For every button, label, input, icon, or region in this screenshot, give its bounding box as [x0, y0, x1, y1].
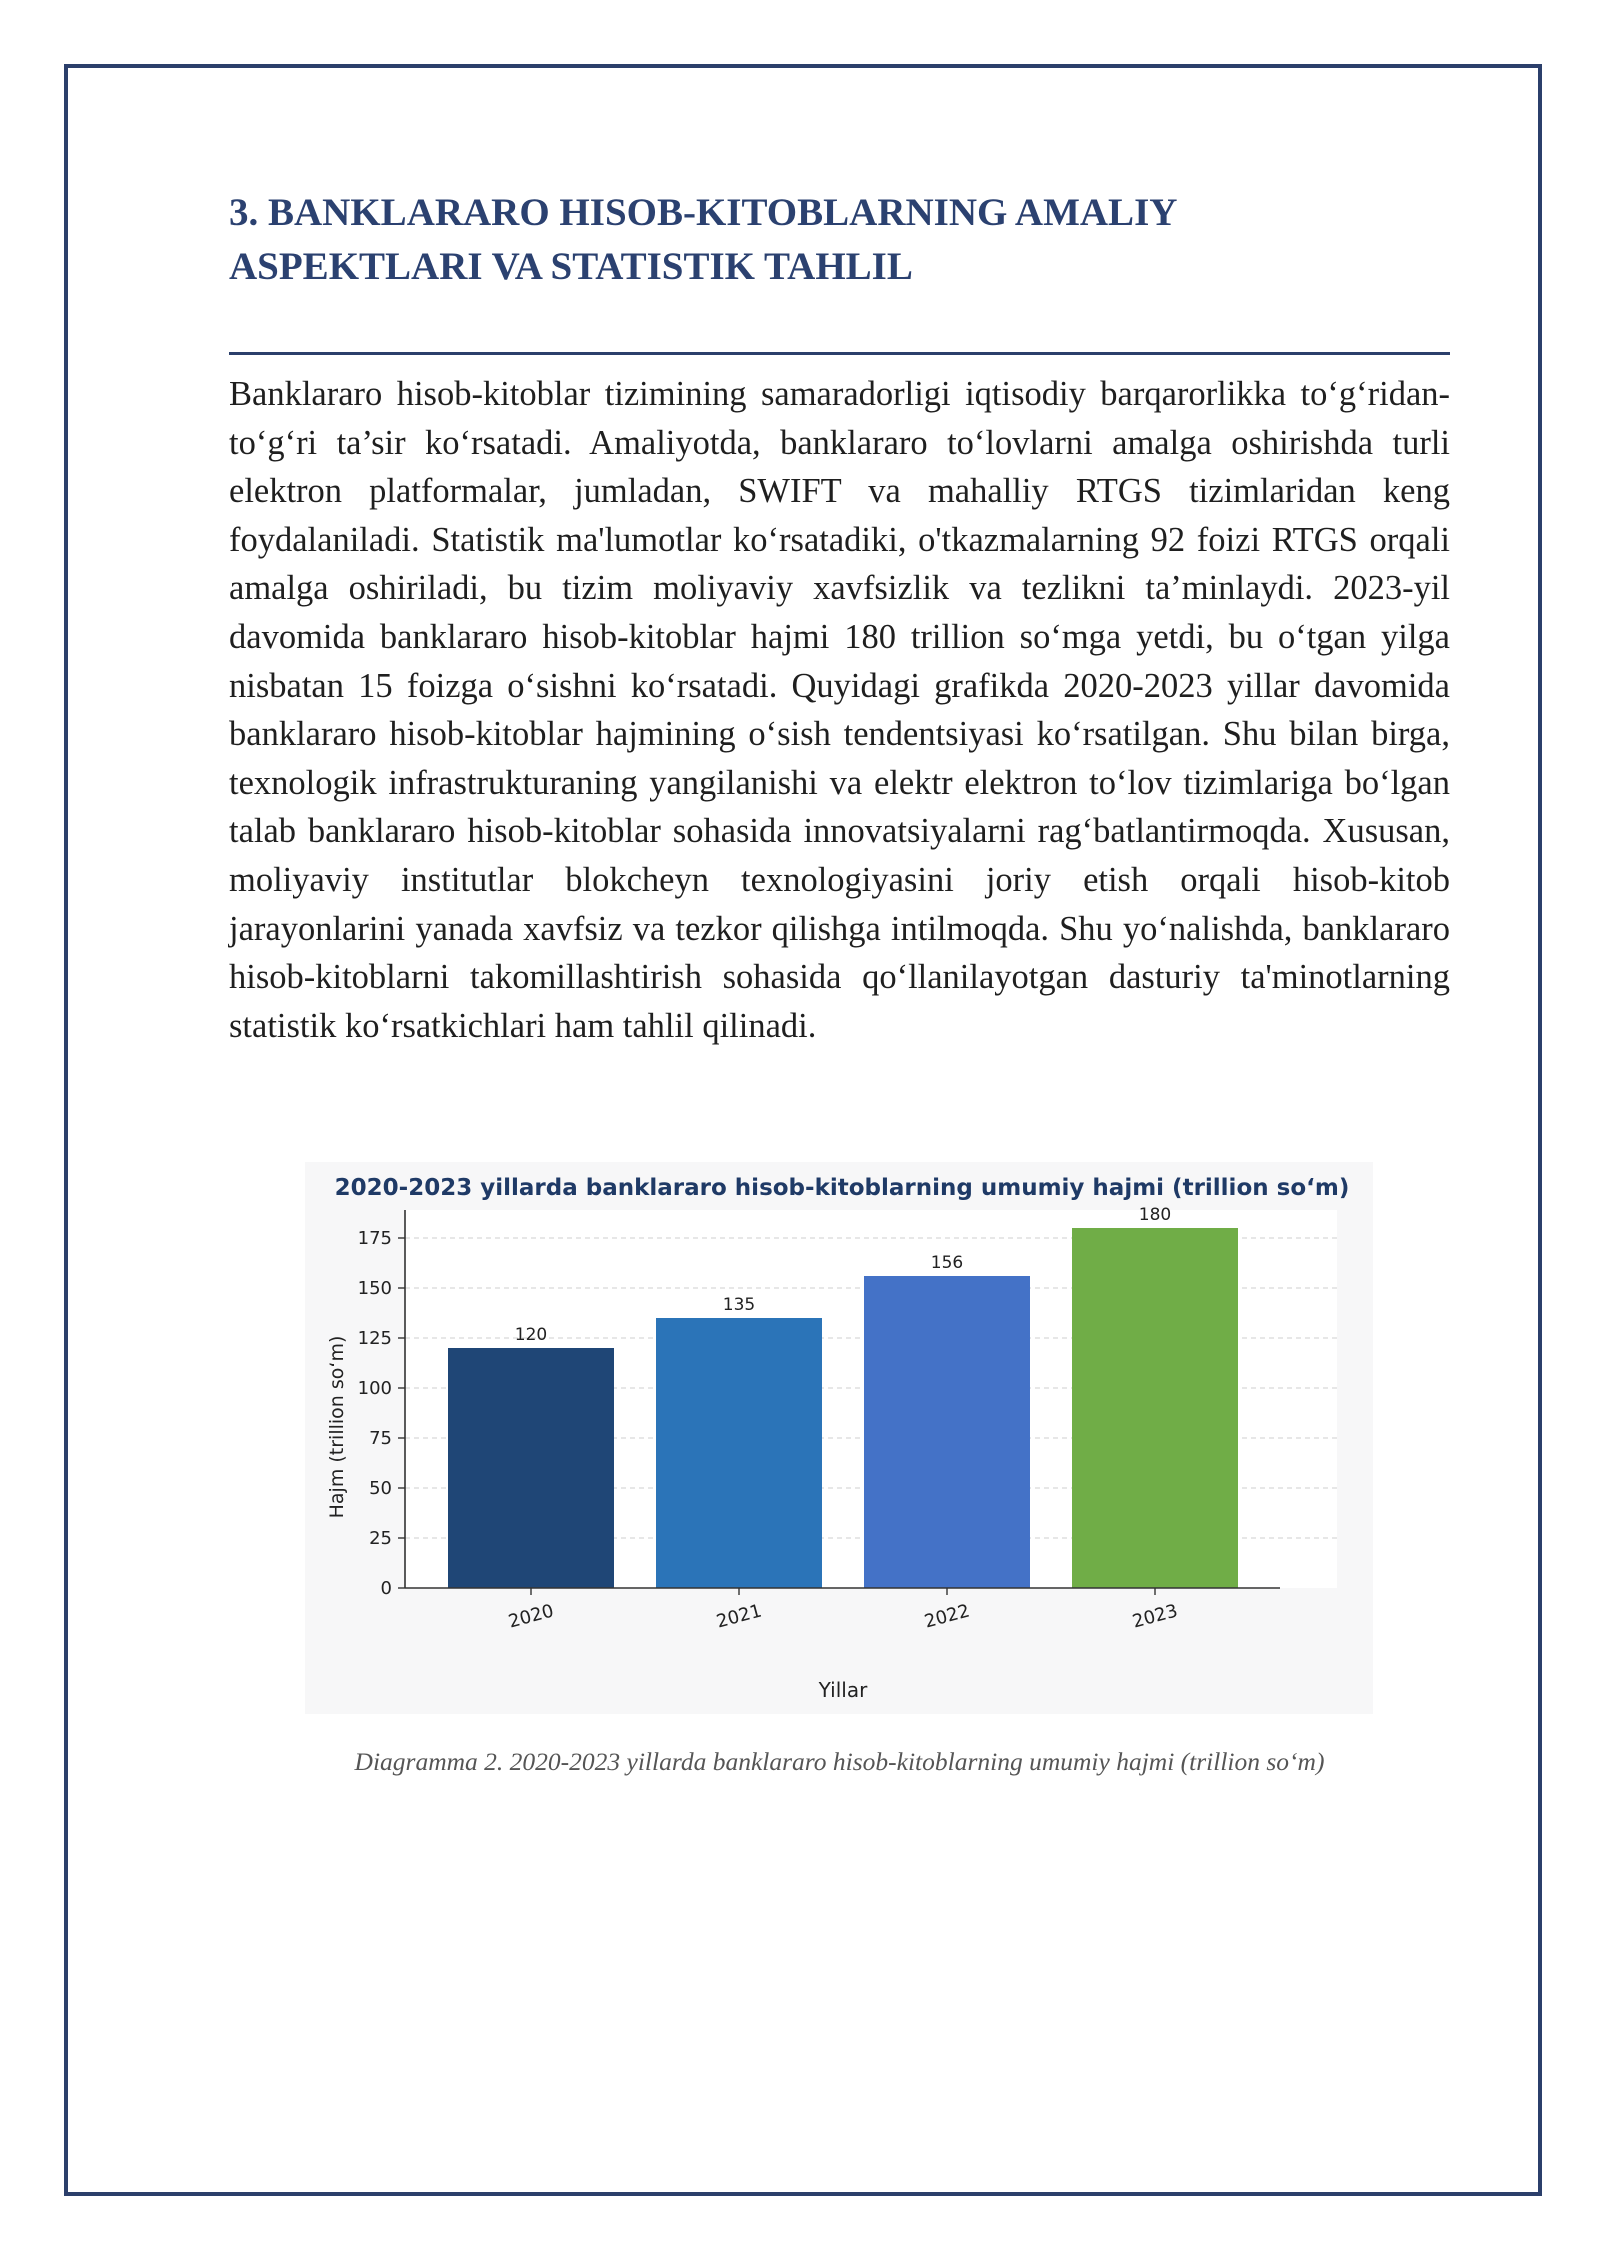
bar-chart: [305, 1162, 1373, 1714]
bar-2023: [1072, 1228, 1238, 1588]
section-heading: [229, 186, 1449, 294]
chart-title: 2020-2023 yillarda banklararo hisob-kitoblarning umumiy hajmi (trillion so‘m): [334, 1175, 1350, 1201]
body-paragraph: Banklararo hisob-kitoblar tizimining samaradorligi iqtisodiy barqarorlikka to‘g‘ridan-to‘g‘ri ta’sir ko‘rsatadi. Amaliyotda, banklararo to‘lovlarni amalga oshirishda turli elektron platformalar, jumladan, SWIFT va mahalliy RTGS tizimlaridan keng foydalaniladi. Statistik ma'lumotlar ko‘rsatadiki, o'tkazmalarning 92 foizi RTGS orqali amalga oshiriladi, bu tizim moliyaviy xavfsizlik va tezlikni ta’minlaydi. 2023-yil davomida banklararo hisob-kitoblar hajmi 180 trillion so‘mga yetdi, bu o‘tgan yilga nisbatan 15 foizga o‘sishni ko‘rsatadi. Quyidagi grafikda 2020-2023 yillar davomida banklararo hisob-kitoblar hajmining o‘sish tendentsiyasi ko‘rsatilgan. Shu bilan birga, texnologik infrastrukturaning yangilanishi va elektr elektron to‘lov tizimlariga bo‘lgan talab banklararo hisob-kitoblar sohasida innovatsiyalarni rag‘batlantirmoqda. Xususan, moliyaviy institutlar blokcheyn texnologiyasini joriy etish orqali hisob-kitob jarayonlarini yanada xavfsiz va tezkor qilishga intilmoqda. Shu yo‘nalishda, banklararo hisob-kitoblarni takomillashtirish sohasida qo‘llanilayotgan dasturiy ta'minotlarning statistik ko‘rsatkichlari ham tahlil qilinadi.: [229, 375, 1450, 1045]
data-label: 120: [514, 1325, 548, 1345]
x-axis-ticks: [506, 1588, 1180, 1633]
figure-caption: Diagramma 2. 2020-2023 yillarda banklararo hisob-kitoblarning umumiy hajmi (trillion so‘m): [354, 1747, 1325, 1776]
x-tick-label: 2021: [714, 1600, 764, 1633]
y-tick-label: 125: [357, 1328, 392, 1349]
y-tick-label: 100: [357, 1378, 392, 1399]
x-axis-label: Yillar: [818, 1678, 868, 1702]
chart-figure: [305, 1162, 1373, 1714]
bar-2021: [656, 1318, 822, 1588]
y-tick-label: 75: [369, 1428, 392, 1449]
bar-2020: [448, 1348, 614, 1588]
y-tick-label: 175: [357, 1228, 392, 1249]
data-label: 180: [1138, 1205, 1172, 1225]
y-axis-ticks: [358, 1228, 405, 1599]
x-tick-label: 2020: [506, 1600, 556, 1633]
x-tick-label: 2023: [1130, 1600, 1180, 1633]
y-tick-label: 0: [380, 1578, 392, 1599]
section-heading-line-1: 3. BANKLARARO HISOB-KITOBLARNING AMALIY: [229, 191, 1178, 234]
x-tick-label: 2022: [922, 1600, 972, 1633]
y-axis-label: Hajm (trillion so‘m): [326, 1335, 348, 1519]
y-tick-label: 50: [369, 1478, 392, 1499]
section-heading-line-2: ASPEKTLARI VA STATISTIK TAHLIL: [229, 245, 913, 288]
y-tick-label: 25: [369, 1528, 392, 1549]
y-tick-label: 150: [357, 1278, 392, 1299]
data-label: 156: [930, 1253, 964, 1273]
heading-divider: [229, 352, 1450, 355]
bar-2022: [864, 1276, 1030, 1588]
data-label: 135: [722, 1295, 756, 1315]
